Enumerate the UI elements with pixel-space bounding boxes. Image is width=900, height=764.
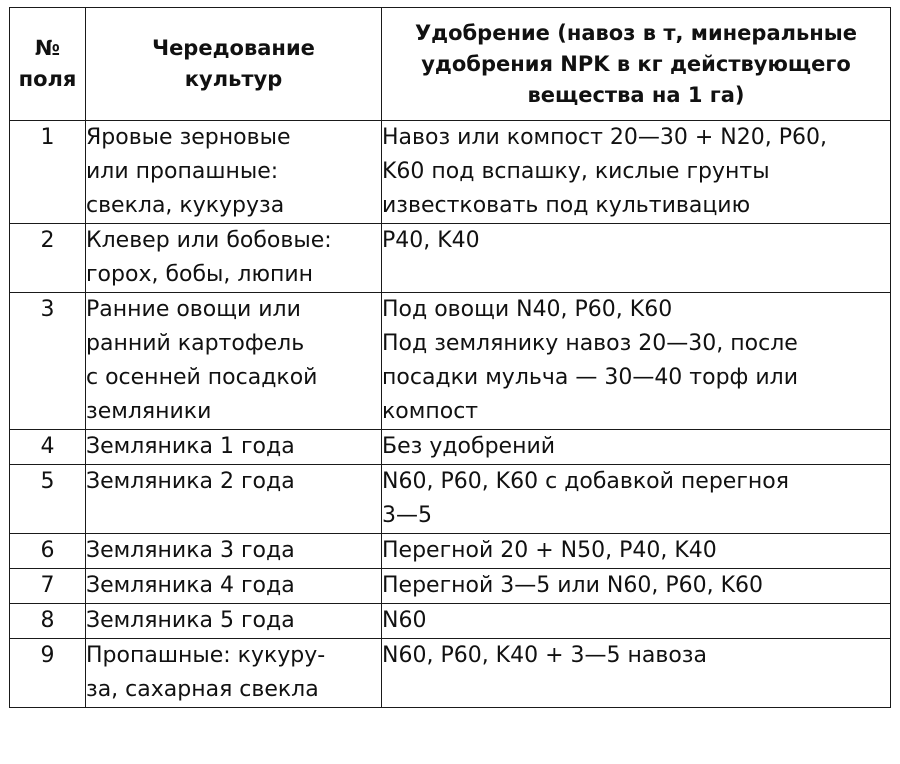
table-row	[10, 465, 891, 534]
crop-cell	[86, 121, 382, 224]
cell-line: Земляника 2 года	[86, 469, 295, 494]
cell-line: посадки мульча — 30—40 торф или	[382, 365, 799, 390]
header-field-number	[10, 8, 86, 121]
header-line: Чередование	[152, 36, 315, 60]
cell-line: N60, P60, K60 с добавкой перегноя	[382, 469, 789, 494]
cell-line: Пропашные: кукуру-	[86, 643, 326, 668]
table-row	[10, 121, 891, 224]
table-header	[10, 8, 891, 121]
cell-line: земляники	[86, 399, 212, 424]
cell-line: горох, бобы, люпин	[86, 262, 314, 287]
cell-line: известковать под культивацию	[382, 193, 751, 218]
cell-line: за, сахарная свекла	[86, 677, 319, 702]
field-number-cell: 3	[10, 293, 86, 430]
header-crop-rotation	[86, 8, 382, 121]
cell-line: Навоз или компост 20—30 + N20, P60,	[382, 125, 827, 150]
table-body	[10, 121, 891, 708]
crop-cell	[86, 430, 382, 465]
fertilizer-cell	[382, 224, 891, 293]
field-number-cell: 8	[10, 604, 86, 639]
header-row	[10, 8, 891, 121]
crop-cell	[86, 465, 382, 534]
crop-cell	[86, 604, 382, 639]
cell-line: Ранние овощи или	[86, 297, 301, 322]
cell-line: или пропашные:	[86, 159, 279, 184]
fertilizer-cell	[382, 569, 891, 604]
crop-cell	[86, 534, 382, 569]
cell-line: свекла, кукуруза	[86, 193, 285, 218]
field-number-cell: 9	[10, 639, 86, 708]
cell-line: Земляника 4 года	[86, 573, 295, 598]
cell-line: компост	[382, 399, 479, 424]
cell-line: Клевер или бобовые:	[86, 228, 332, 253]
header-line: культур	[184, 67, 283, 91]
field-number-cell: 6	[10, 534, 86, 569]
cell-line: Перегной 20 + N50, P40, K40	[382, 538, 717, 563]
header-fertilizer	[382, 8, 891, 121]
cell-line: 3—5	[382, 503, 432, 528]
header-line: удобрения NPK в кг действующего	[421, 51, 851, 76]
crop-cell	[86, 639, 382, 708]
fertilizer-cell	[382, 465, 891, 534]
header-line: вещества на 1 га)	[527, 82, 745, 107]
crop-rotation-table	[9, 7, 891, 708]
table-row	[10, 293, 891, 430]
table-row	[10, 604, 891, 639]
header-line: поля	[18, 67, 77, 91]
crop-cell	[86, 293, 382, 430]
table-row	[10, 430, 891, 465]
header-line: №	[34, 36, 61, 60]
cell-line: Яровые зерновые	[86, 125, 291, 150]
table-row	[10, 639, 891, 708]
field-number-cell: 5	[10, 465, 86, 534]
field-number-cell: 2	[10, 224, 86, 293]
fertilizer-cell	[382, 639, 891, 708]
field-number-cell: 1	[10, 121, 86, 224]
crop-cell	[86, 224, 382, 293]
fertilizer-cell	[382, 604, 891, 639]
table-row	[10, 224, 891, 293]
cell-line: Под землянику навоз 20—30, после	[382, 331, 798, 356]
cell-line: Земляника 3 года	[86, 538, 295, 563]
cell-line: ранний картофель	[86, 331, 305, 356]
field-number-cell: 4	[10, 430, 86, 465]
table-row	[10, 569, 891, 604]
cell-line: с осенней посадкой	[86, 365, 318, 390]
cell-line: Без удобрений	[382, 434, 556, 459]
cell-line: Земляника 5 года	[86, 608, 295, 633]
header-line: Удобрение (навоз в т, минеральные	[414, 20, 858, 45]
cell-line: N60, P60, K40 + 3—5 навоза	[382, 643, 707, 668]
crop-cell	[86, 569, 382, 604]
cell-line: Земляника 1 года	[86, 434, 295, 459]
fertilizer-cell	[382, 534, 891, 569]
fertilizer-cell	[382, 430, 891, 465]
cell-line: P40, K40	[382, 228, 480, 253]
fertilizer-cell	[382, 293, 891, 430]
fertilizer-cell	[382, 121, 891, 224]
cell-line: Под овощи N40, P60, K60	[382, 297, 673, 322]
cell-line: K60 под вспашку, кислые грунты	[382, 159, 770, 184]
field-number-cell: 7	[10, 569, 86, 604]
cell-line: Перегной 3—5 или N60, P60, K60	[382, 573, 764, 598]
table-row	[10, 534, 891, 569]
cell-line: N60	[382, 608, 427, 633]
